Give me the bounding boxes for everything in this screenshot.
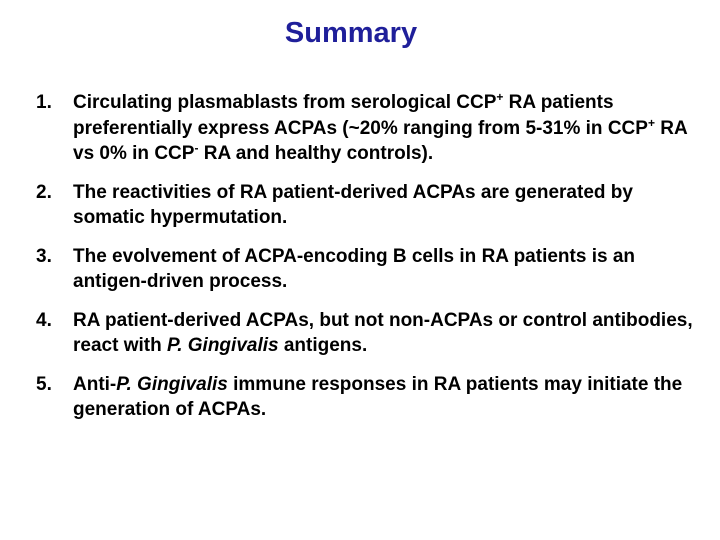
item-text xyxy=(73,180,708,231)
item-text xyxy=(73,244,708,295)
item-number: 2. xyxy=(36,181,52,203)
summary-item xyxy=(36,90,708,167)
item-number: 1. xyxy=(36,92,52,113)
italic-text: P. Gingivalis xyxy=(166,335,279,356)
text-segment: RA patients preferentially express ACPAs (~20% ranging from 5-31% in CCP xyxy=(73,92,648,139)
text-segment: Circulating plasmablasts from serological CCP xyxy=(73,92,497,113)
text-segment: antigens. xyxy=(278,335,368,356)
item-text xyxy=(73,90,708,167)
text-segment: RA and healthy controls). xyxy=(198,143,434,164)
superscript: + xyxy=(496,90,504,104)
summary-item xyxy=(36,372,708,423)
summary-item xyxy=(36,180,708,231)
superscript: + xyxy=(647,115,655,130)
summary-item xyxy=(36,244,708,295)
summary-list xyxy=(36,90,708,436)
text-segment: immune responses in RA patients may initiate the generation of ACPAs. xyxy=(73,373,683,420)
text-segment: The evolvement of ACPA-encoding B cells in RA patients is an antigen-driven process. xyxy=(73,245,636,292)
item-number: 3. xyxy=(36,245,52,267)
item-number: 4. xyxy=(36,309,52,331)
text-segment: The reactivities of RA patient-derived ACPAs are generated by somatic hypermutation. xyxy=(73,181,633,228)
text-segment: RA vs 0% in CCP xyxy=(73,117,687,164)
item-text xyxy=(73,308,708,359)
item-text xyxy=(73,372,708,423)
item-number: 5. xyxy=(36,373,52,395)
text-segment: Anti- xyxy=(73,373,117,395)
superscript: - xyxy=(194,141,199,155)
italic-text: P. Gingivalis xyxy=(116,373,228,395)
text-segment: RA patient-derived ACPAs, but not non-ACPAs or control antibodies, react with xyxy=(73,309,693,356)
slide-title: Summary xyxy=(284,17,418,49)
summary-item xyxy=(36,308,708,359)
